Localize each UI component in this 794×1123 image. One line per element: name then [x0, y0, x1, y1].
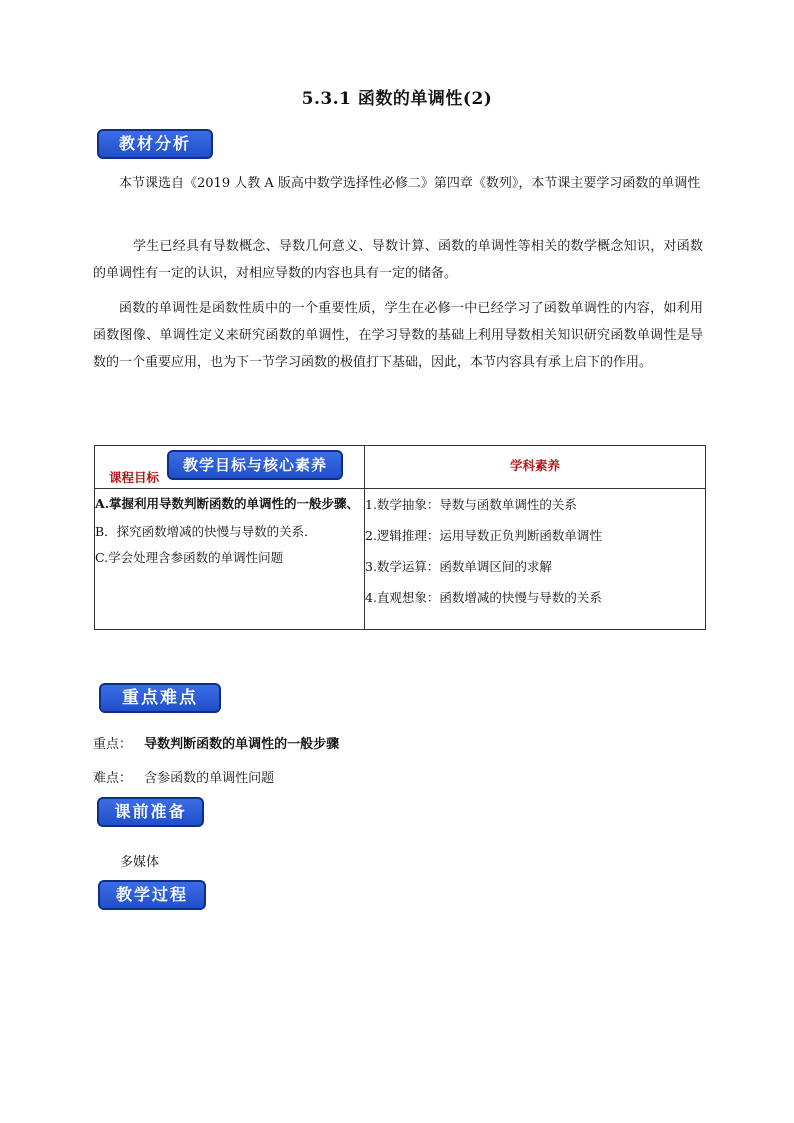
analysis-paragraph-1: 本节课选自《2019 人教 A 版高中数学选择性必修二》第四章《数列》，本节课主要学习函数的单调性 — [119, 176, 701, 191]
section-badge-goals: 教学目标与核心素养 — [167, 450, 343, 480]
table-header-right — [365, 446, 706, 489]
page-title: 5.3.1 函数的单调性(2) — [301, 89, 493, 109]
goals-table — [94, 445, 706, 630]
course-goals-cell — [95, 489, 365, 630]
prep-text: 多媒体 — [120, 855, 160, 870]
section-badge-process: 教学过程 — [98, 880, 206, 910]
table-header-left — [95, 446, 365, 489]
key-point-label: 重点： — [93, 737, 133, 752]
subject-literacy-label: 学科素养 — [509, 458, 560, 473]
goal-item-c: C.学会处理含参函数的单调性问题 — [95, 550, 284, 565]
key-point-text: 导数判断函数的单调性的一般步骤 — [144, 737, 340, 752]
difficulty-text: 含参函数的单调性问题 — [144, 771, 275, 786]
goal-item-b: B．探究函数增减的快慢与导数的关系． — [95, 524, 317, 539]
literacy-item-1: 1.数学抽象：导数与函数单调性的关系 — [365, 497, 577, 512]
literacy-item-4: 4.直观想象：函数增减的快慢与导数的关系 — [365, 590, 602, 605]
key-point-line — [93, 733, 339, 752]
difficulty-label: 难点： — [93, 771, 133, 786]
section-badge-keypoints: 重点难点 — [99, 683, 221, 713]
analysis-paragraph-3: 函数的单调性是函数性质中的一个重要性质，学生在必修一中已经学习了函数单调性的内容，如利用函数图像、单调性定义来研究函数的单调性，在学习导数的基础上利用导数相关知识研究函数单调性是导数的一个重要应用，也为下一节学习函数的极值打下基础，因此，本节内容具有承上启下的作用。 — [93, 301, 703, 370]
difficulty-line — [93, 767, 274, 786]
literacy-item-3: 3.数学运算：函数单调区间的求解 — [365, 559, 552, 574]
section-badge-prep: 课前准备 — [97, 797, 204, 827]
literacy-item-2: 2.逻辑推理：运用导数正负判断函数单调性 — [365, 528, 602, 543]
course-goals-label: 课程目标 — [109, 470, 160, 485]
section-badge-analysis: 教材分析 — [97, 129, 213, 159]
goal-item-a: A.掌握利用导数判断函数的单调性的一般步骤、 — [95, 496, 360, 511]
analysis-paragraph-2: 学生已经具有导数概念、导数几何意义、导数计算、函数的单调性等相关的数学概念知识，对函数的单调性有一定的认识，对相应导数的内容也具有一定的储备。 — [93, 239, 703, 281]
subject-literacy-cell — [365, 489, 706, 630]
